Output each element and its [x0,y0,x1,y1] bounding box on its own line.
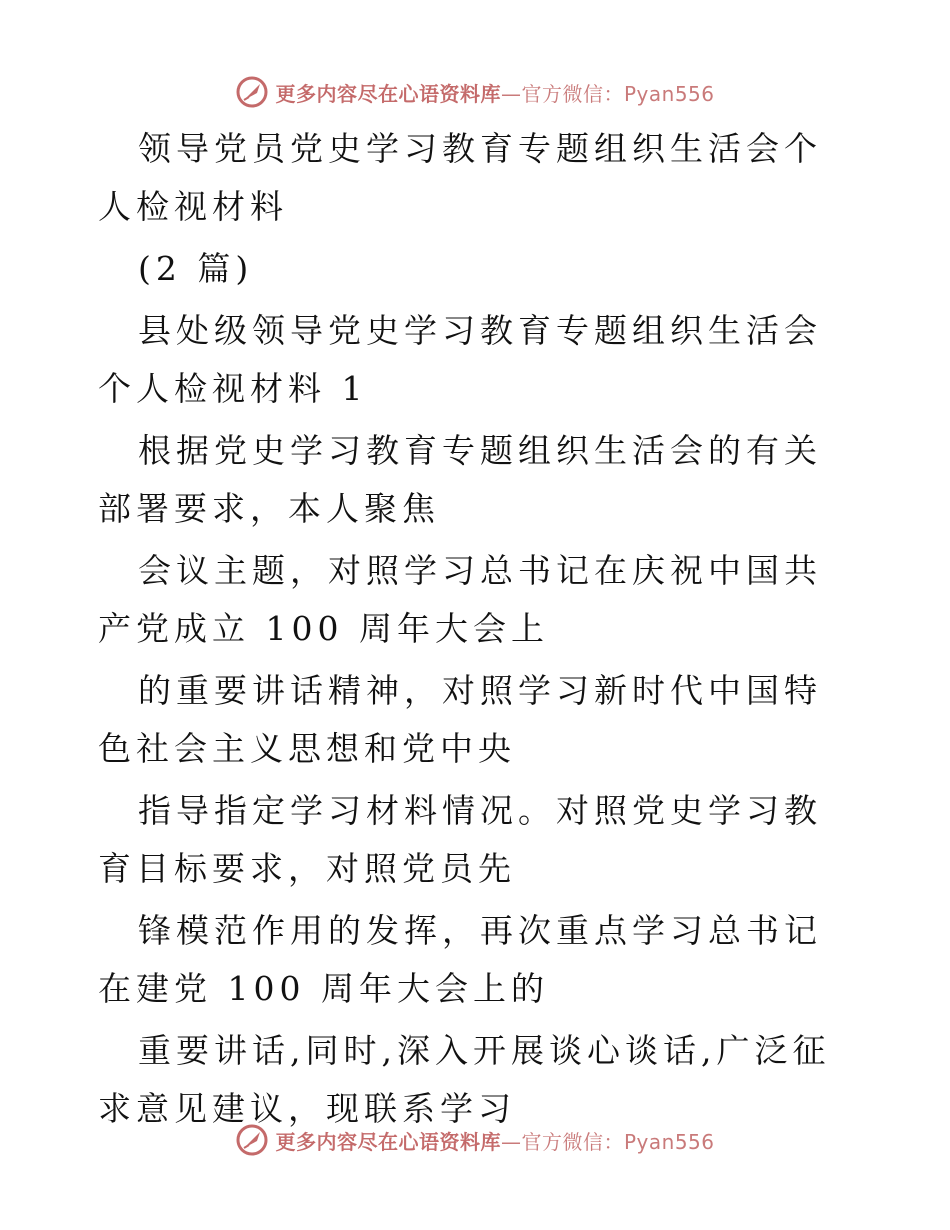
body-paragraph: 锋模范作用的发挥，再次重点学习总书记在建党 100 周年大会上的 [98,911,822,1008]
body-paragraph: 指导指定学习材料情况。对照党史学习教育目标要求，对照党员先 [98,791,822,888]
document-body [98,120,858,1142]
document-subtitle: (2 篇) [138,249,254,288]
header-watermark [0,70,950,114]
body-paragraph: 会议主题，对照学习总书记在庆祝中国共产党成立 100 周年大会上 [98,551,822,648]
quill-logo-icon [235,75,269,109]
section-heading: 县处级领导党史学习教育专题组织生活会个人检视材料 1 [98,311,822,408]
body-paragraph: 重要讲话,同时,深入开展谈心谈话,广泛征求意见建议，现联系学习 [98,1031,831,1128]
footer-watermark [0,1118,950,1162]
quill-logo-icon [235,1123,269,1157]
watermark-text: 更多内容尽在心语资料库—官方微信：Pyan556 [275,81,715,106]
watermark-text: 更多内容尽在心语资料库—官方微信：Pyan556 [275,1129,715,1154]
body-paragraph: 的重要讲话精神，对照学习新时代中国特色社会主义思想和党中央 [98,671,822,768]
document-title: 领导党员党史学习教育专题组织生活会个人检视材料 [98,129,822,226]
body-paragraph: 根据党史学习教育专题组织生活会的有关部署要求，本人聚焦 [98,431,822,528]
